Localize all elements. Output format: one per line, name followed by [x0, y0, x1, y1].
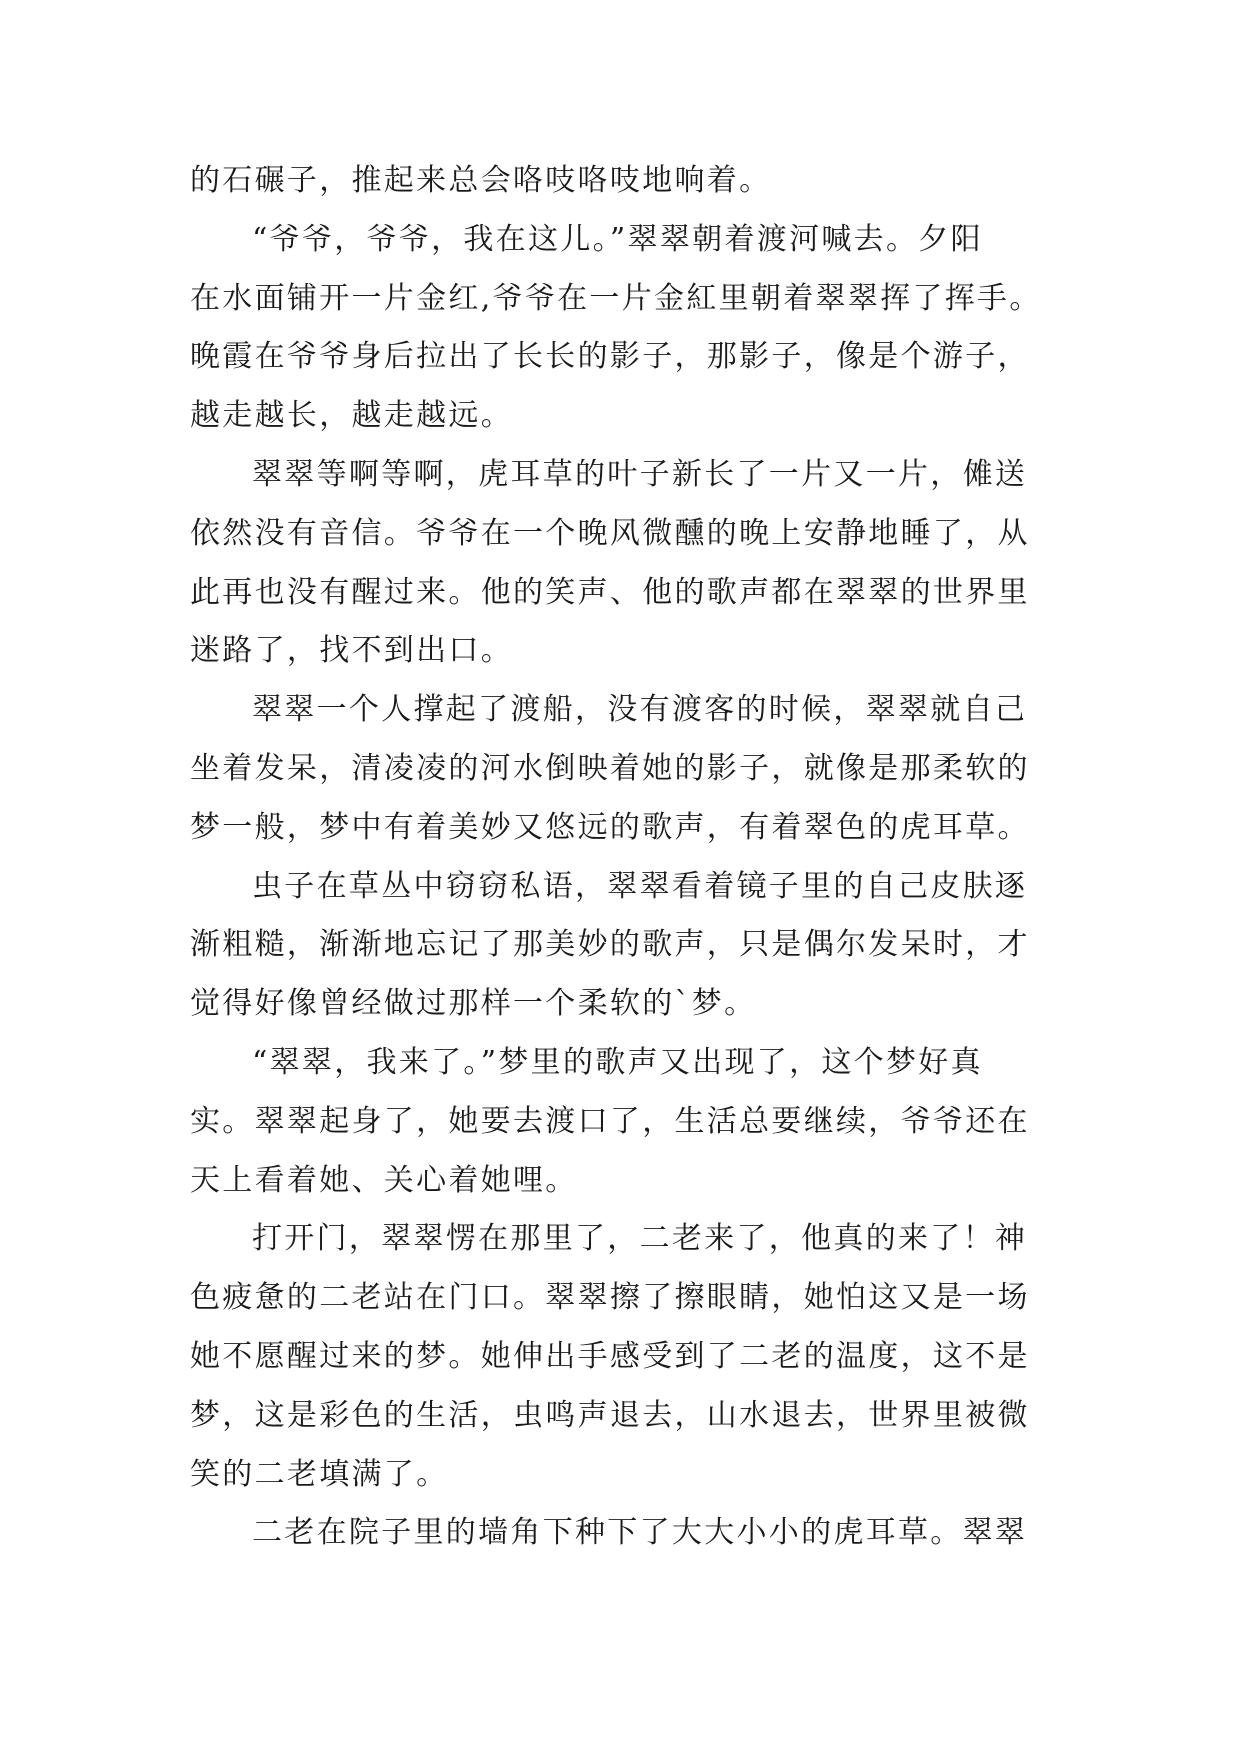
text-line: 坐着发呆，清凌凌的河水倒映着她的影子，就像是那柔软的	[190, 750, 1030, 786]
text-line: 觉得好像曾经做过那样一个柔软的`梦。	[190, 986, 757, 1022]
text-line: 依然没有音信。爷爷在一个晚风微醺的晚上安静地睡了，从	[190, 515, 1030, 551]
text-line: 色疲惫的二老站在门口。翠翠擦了擦眼睛，她怕这又是一场	[190, 1280, 1030, 1316]
text-line: 迷路了，找不到出口。	[190, 633, 513, 669]
text-line: 翠翠等啊等啊，虎耳草的叶子新长了一片又一片，傩送	[252, 456, 1028, 492]
text-line: “爷爷，爷爷，我在这儿。”翠翠朝着渡河喊去。夕阳	[252, 221, 983, 257]
text-line: “翠翠，我来了。”梦里的歌声又出现了，这个梦好真	[252, 1044, 983, 1080]
text-line: 晚霞在爷爷身后拉出了长长的影子，那影子，像是个游子，	[190, 339, 1030, 375]
text-line: 实。翠翠起身了，她要去渡口了，生活总要继续，爷爷还在	[190, 1103, 1030, 1139]
text-line: 梦，这是彩色的生活，虫鸣声退去，山水退去，世界里被微	[190, 1397, 1030, 1433]
text-line: 打开门，翠翠愣在那里了，二老来了，他真的来了！神	[252, 1221, 1028, 1257]
text-line: 她不愿醒过来的梦。她伸出手感受到了二老的温度，这不是	[190, 1338, 1030, 1374]
text-line: 此再也没有醒过来。他的笑声、他的歌声都在翠翠的世界里	[190, 574, 1030, 610]
text-line: 天上看着她、关心着她哩。	[190, 1162, 578, 1198]
text-line: 梦一般，梦中有着美妙又悠远的歌声，有着翠色的虎耳草。	[190, 809, 1030, 845]
text-line: 翠翠一个人撑起了渡船，没有渡客的时候，翠翠就自己	[252, 692, 1028, 728]
text-line: 渐粗糙，渐渐地忘记了那美妙的歌声，只是偶尔发呆时，才	[190, 927, 1030, 963]
text-line: 虫子在草丛中窃窃私语，翠翠看着镜子里的自己皮肤逐	[252, 868, 1028, 904]
text-line: 的石碾子，推起来总会咯吱咯吱地响着。	[190, 163, 772, 198]
text-line: 在水面铺开一片金红,爷爷在一片金紅里朝着翠翠挥了挥手。	[190, 280, 1042, 316]
text-line: 笑的二老填满了。	[190, 1456, 449, 1492]
text-line: 越走越长，越走越远。	[190, 398, 513, 434]
text-line: 二老在院子里的墙角下种下了大大小小的虎耳草。翠翠	[252, 1515, 1028, 1551]
body-text	[190, 152, 1070, 1563]
